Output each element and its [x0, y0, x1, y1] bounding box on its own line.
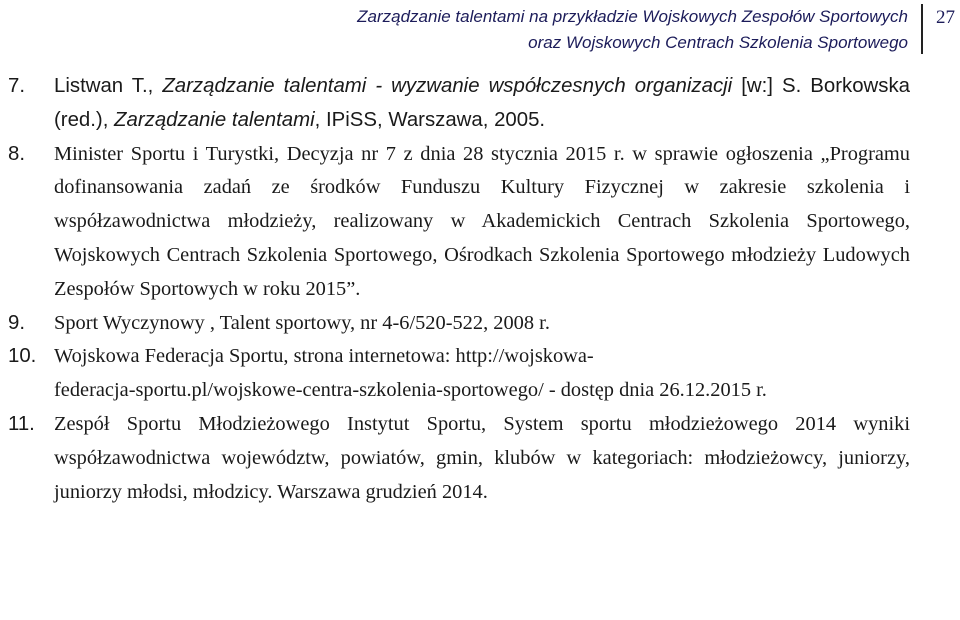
bibliography-item: [8, 138, 910, 307]
header-divider: [921, 4, 923, 54]
running-header-line-1: Zarządzanie talentami na przykładzie Wojskowych Zespołów Sportowych: [357, 7, 908, 26]
item-text: Zespół Sportu Młodzieżowego Instytut Sportu, System sportu młodzieżowego 2014 wyniki współzawodnictwa województw, powiatów, gmin, klubów w kategoriach: młodzieżowcy, juniorzy, juniorzy młodsi, młodzicy. Warszawa grudzień 2014.: [54, 412, 910, 503]
item-number: 9.: [8, 311, 26, 334]
item-text: Minister Sportu i Turystki, Decyzja nr 7 z dnia 28 stycznia 2015 r. w sprawie ogłoszenia „Programu dofinansowania zadań ze środków Funduszu Kultury Fizycznej w zakresie szkolenia i współzawodnictwa młodzieży, realizowany w Akademickich Centrach Szkolenia Sportowego, Wojskowych Centrach Szkolenia Sportowego, Ośrodkach Szkolenia Sportowego młodzieży Ludowych Zespołów Sportowych w roku 2015”.: [54, 142, 910, 300]
item-number: 7.: [8, 75, 26, 97]
running-header-title: [357, 4, 908, 56]
item-book-title: Zarządzanie talentami: [114, 108, 315, 131]
item-number: 8.: [8, 142, 26, 165]
item-title: Zarządzanie talentami - wyzwanie współczesnych organizacji: [162, 75, 733, 97]
item-number: 11.: [8, 412, 35, 435]
running-header-line-2: oraz Wojskowych Centrach Szkolenia Sportowego: [528, 33, 908, 52]
running-header: [0, 4, 960, 60]
page-number: 27: [936, 7, 955, 28]
item-number: 10.: [8, 345, 37, 368]
item-in: [w:] S. Borkowska (red.),: [54, 75, 910, 131]
item-text: [54, 340, 910, 408]
bibliography-item: [8, 70, 910, 138]
item-text-start: Wojskowa Federacja Sportu, strona internetowa: http://wojskowa-: [54, 345, 594, 368]
bibliography-list: [8, 70, 910, 509]
item-author: Listwan T.,: [54, 75, 163, 97]
bibliography-item: [8, 307, 910, 341]
item-text: [54, 70, 910, 138]
item-link[interactable]: federacja-sportu.pl/wojskowe-centra-szkolenia-sportowego/ - dostęp dnia 26.12.2015 r.: [54, 379, 767, 402]
item-publisher: , IPiSS, Warszawa, 2005.: [314, 108, 546, 131]
item-text: Sport Wyczynowy , Talent sportowy, nr 4-6/520-522, 2008 r.: [54, 311, 550, 334]
bibliography-item: [8, 408, 910, 509]
bibliography-item: [8, 340, 910, 408]
